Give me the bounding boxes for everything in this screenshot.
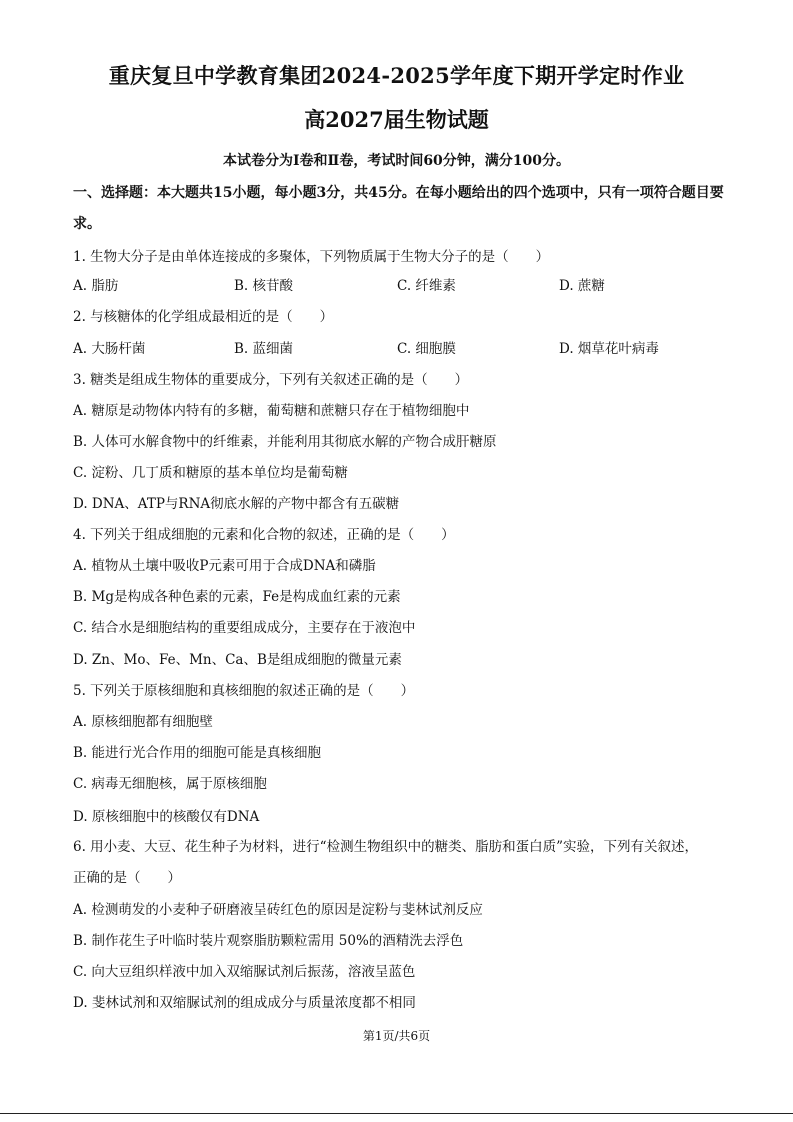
question-6-option-d: D. 斐林试剂和双缩脲试剂的组成成分与质量浓度都不相同	[73, 995, 416, 1011]
exam-title: 重庆复旦中学教育集团2024-2025学年度下期开学定时作业	[108, 63, 685, 88]
exam-note: 本试卷分为Ⅰ卷和Ⅱ卷，考试时间60分钟，满分100分。	[222, 153, 571, 169]
bottom-divider	[0, 1113, 793, 1114]
question-3-option-a: A. 糖原是动物体内特有的多糖，葡萄糖和蔗糖只存在于植物细胞中	[73, 403, 470, 419]
question-3-option-d: D. DNA、ATP与RNA彻底水解的产物中都含有五碳糖	[73, 496, 400, 512]
question-6-stem-line-2: 正确的是（ ）	[73, 870, 181, 886]
question-4-option-b: B. Mg是构成各种色素的元素，Fe是构成血红素的元素	[73, 589, 401, 605]
question-2-option-a: A. 大肠杆菌	[73, 341, 146, 357]
question-2-option-b: B. 蓝细菌	[234, 341, 294, 357]
question-4-option-c: C. 结合水是细胞结构的重要组成成分，主要存在于液泡中	[73, 620, 416, 636]
question-6-option-a: A. 检测萌发的小麦种子研磨液呈砖红色的原因是淀粉与斐林试剂反应	[73, 902, 483, 918]
question-6-option-b: B. 制作花生子叶临时装片观察脂肪颗粒需用 50%的酒精洗去浮色	[73, 933, 464, 949]
question-1-stem: 1. 生物大分子是由单体连接成的多聚体，下列物质属于生物大分子的是（ ）	[73, 249, 550, 265]
page-number: 第1页/共6页	[362, 1029, 431, 1043]
question-5-option-a: A. 原核细胞都有细胞壁	[73, 714, 213, 730]
question-4-option-d: D. Zn、Mo、Fe、Mn、Ca、B是组成细胞的微量元素	[73, 652, 402, 668]
question-2-option-d: D. 烟草花叶病毒	[559, 341, 659, 357]
question-1-option-d: D. 蔗糖	[559, 278, 605, 294]
question-5-option-b: B. 能进行光合作用的细胞可能是真核细胞	[73, 745, 322, 761]
question-6-stem-line-1: 6. 用小麦、大豆、花生种子为材料，进行“检测生物组织中的糖类、脂肪和蛋白质”实验，下列有关叙述，	[73, 839, 698, 855]
question-5-option-c: C. 病毒无细胞核，属于原核细胞	[73, 776, 267, 792]
exam-subtitle: 高2027届生物试题	[304, 107, 489, 132]
question-4-option-a: A. 植物从土壤中吸收P元素可用于合成DNA和磷脂	[73, 558, 376, 574]
question-4-stem: 4. 下列关于组成细胞的元素和化合物的叙述，正确的是（ ）	[73, 527, 455, 543]
question-3-stem: 3. 糖类是组成生物体的重要成分，下列有关叙述正确的是（ ）	[73, 372, 469, 388]
question-1-option-c: C. 纤维素	[397, 278, 456, 294]
question-5-stem: 5. 下列关于原核细胞和真核细胞的叙述正确的是（ ）	[73, 683, 415, 699]
question-3-option-b: B. 人体可水解食物中的纤维素，并能利用其彻底水解的产物合成肝糖原	[73, 434, 497, 450]
question-1-option-a: A. 脂肪	[73, 278, 119, 294]
question-2-stem: 2. 与核糖体的化学组成最相近的是（ ）	[73, 309, 334, 325]
question-3-option-c: C. 淀粉、几丁质和糖原的基本单位均是葡萄糖	[73, 465, 348, 481]
section-heading: 一、选择题：本大题共15小题，每小题3分，共45分。在每小题给出的四个选项中，只有一项符合题目要求。	[73, 185, 724, 232]
question-6-option-c: C. 向大豆组织样液中加入双缩脲试剂后振荡，溶液呈蓝色	[73, 964, 416, 980]
question-1-option-b: B. 核苷酸	[234, 278, 294, 294]
question-2-option-c: C. 细胞膜	[397, 341, 456, 357]
question-5-option-d: D. 原核细胞中的核酸仅有DNA	[73, 809, 260, 825]
